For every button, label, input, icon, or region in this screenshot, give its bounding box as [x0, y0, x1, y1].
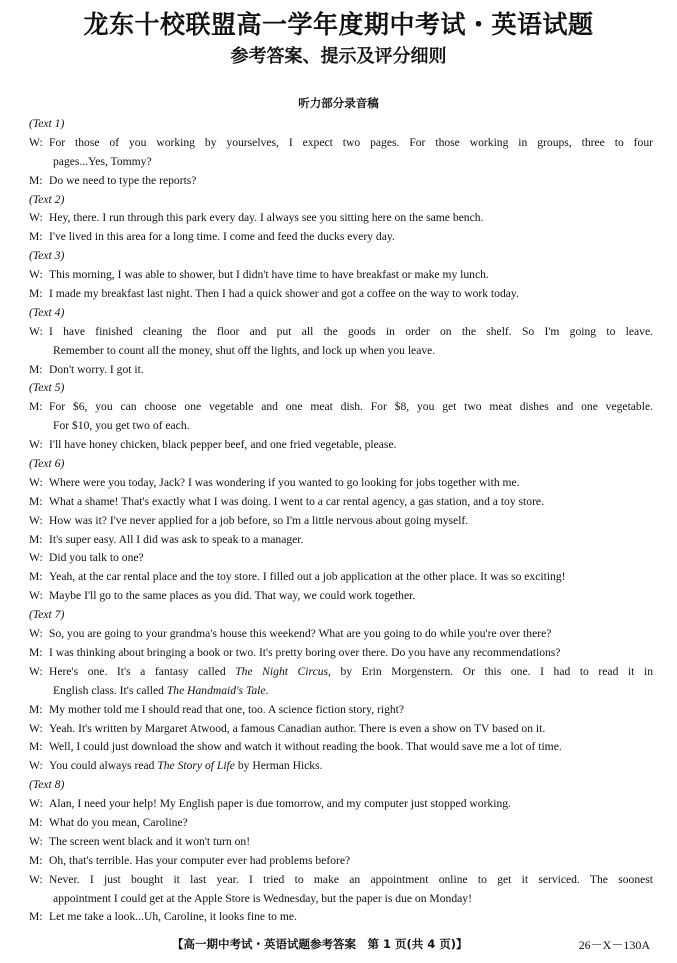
text-segment: English class. It's called [53, 683, 167, 697]
speaker-label: W: [29, 664, 43, 678]
speaker-label: W: [29, 268, 43, 282]
dialog-line [29, 531, 653, 550]
dialog-text: Where were you today, Jack? I was wondering if you wanted to go looking for jobs together with me. [49, 475, 520, 489]
dialog-line [29, 398, 653, 417]
dialog-text: I was thinking about bringing a book or two. It's pretty boring over there. Do you have any recommendations? [49, 645, 561, 659]
dialog-line [29, 814, 653, 833]
dialog-line [29, 323, 653, 342]
dialog-line [29, 720, 653, 739]
speaker-label: M: [29, 494, 43, 508]
speaker-label: M: [29, 532, 43, 546]
text-segment: , by Erin Morgenstern. Or this one. I had to read it in [328, 664, 653, 678]
footer-page-info: 【高一期中考试・英语试题参考答案 第 1 页(共 4 页)】 [172, 937, 468, 951]
speaker-label: M: [29, 645, 43, 659]
text-section-label: (Text 4) [29, 305, 65, 319]
transcript-body [29, 115, 653, 927]
dialog-line [29, 908, 653, 927]
dialog-line [29, 228, 653, 247]
dialog-line [29, 266, 653, 285]
dialog-text: appointment I could get at the Apple Store is Wednesday, but the paper is due on Monday! [53, 891, 472, 905]
book-title: The Night Circus [235, 664, 329, 678]
speaker-label: M: [29, 173, 43, 187]
speaker-label: M: [29, 287, 43, 301]
dialog-text: My mother told me I should read that one, too. A science fiction story, right? [49, 702, 405, 716]
speaker-label: M: [29, 230, 43, 244]
dialog-text: pages...Yes, Tommy? [53, 154, 152, 168]
dialog-text: Hey, there. I run through this park every day. I always see you sitting here on the same bench. [49, 211, 484, 225]
speaker-label: M: [29, 853, 43, 867]
text-section-label: (Text 1) [29, 117, 65, 130]
speaker-label: W: [29, 797, 43, 811]
dialog-text: What do you mean, Caroline? [49, 815, 188, 829]
speaker-label: M: [29, 570, 43, 584]
dialog-text [49, 663, 653, 682]
text-segment: by Herman Hicks. [234, 759, 323, 773]
dialog-continuation [29, 890, 653, 909]
dialog-text: I have finished cleaning the floor and put all the goods in order on the shelf. So I'm going to leave. [49, 324, 653, 338]
dialog-line [29, 568, 653, 587]
dialog-line [29, 852, 653, 871]
dialog-text: The screen went black and it won't turn on! [49, 834, 251, 848]
dialog-line [29, 833, 653, 852]
dialog-line [29, 209, 653, 228]
text-segment: You could always read [49, 759, 158, 773]
speaker-label: W: [29, 721, 43, 735]
dialog-line [29, 172, 653, 191]
dialog-text: Yeah. It's written by Margaret Atwood, a famous Canadian author. There is even a show on TV based on it. [49, 721, 546, 735]
speaker-label: M: [29, 400, 43, 414]
text-section-label: (Text 5) [29, 381, 65, 395]
dialog-text: I made my breakfast last night. Then I had a quick shower and got a coffee on the way to work today. [49, 287, 519, 301]
dialog-line [29, 587, 653, 606]
speaker-label: W: [29, 513, 43, 527]
dialog-line [29, 134, 653, 153]
page-footer [0, 934, 677, 954]
speaker-label: M: [29, 740, 43, 754]
dialog-line [29, 474, 653, 493]
speaker-label: W: [29, 135, 43, 149]
dialog-line [29, 549, 653, 568]
text-segment: . [265, 683, 269, 697]
dialog-text: I'll have honey chicken, black pepper beef, and one fried vegetable, please. [49, 438, 397, 452]
dialog-text: Did you talk to one? [49, 551, 144, 565]
page-subtitle: 参考答案、提示及评分细则 [230, 46, 447, 67]
speaker-label: W: [29, 475, 43, 489]
dialog-line [29, 625, 653, 644]
speaker-label: W: [29, 211, 43, 225]
dialog-text: What a shame! That's exactly what I was doing. I went to a car rental agency, a gas station, and a toy store. [49, 494, 544, 508]
dialog-line [29, 644, 653, 663]
footer-code: 26－X－130A [578, 938, 650, 952]
dialog-line [29, 361, 653, 380]
text-section-label: (Text 7) [29, 608, 65, 622]
dialog-text: Let me take a look...Uh, Caroline, it looks fine to me. [49, 910, 297, 924]
dialog-text: This morning, I was able to shower, but I didn't have time to have breakfast or make my lunch. [49, 268, 489, 282]
speaker-label: M: [29, 815, 43, 829]
dialog-text: For those of you working by yourselves, I expect two pages. For those working in groups, three to four [49, 135, 653, 149]
dialog-line [29, 701, 653, 720]
text-section-label: (Text 3) [29, 249, 65, 263]
dialog-text: For $6, you can choose one vegetable and one meat dish. For $8, you get two meat dishes and one vegetable. [49, 400, 653, 414]
dialog-line [29, 795, 653, 814]
speaker-label: W: [29, 872, 43, 886]
speaker-label: W: [29, 438, 43, 452]
dialog-line [29, 493, 653, 512]
dialog-text: Never. I just bought it last year. I tried to make an appointment online to get it serviced. The soonest [49, 872, 653, 886]
speaker-label: M: [29, 702, 43, 716]
speaker-label: W: [29, 627, 43, 641]
dialog-text: How was it? I've never applied for a job before, so I'm a little nervous about going myself. [49, 513, 469, 527]
dialog-line [29, 436, 653, 455]
dialog-continuation [29, 153, 653, 172]
text-section-label: (Text 6) [29, 457, 65, 471]
dialog-line [29, 738, 653, 757]
dialog-continuation [29, 417, 653, 436]
dialog-line [29, 757, 653, 776]
text-section-label: (Text 8) [29, 778, 65, 792]
dialog-text: Well, I could just download the show and watch it without reading the book. That would save me a lot of time. [49, 740, 562, 754]
text-section-label: (Text 2) [29, 192, 65, 206]
text-segment: Here's one. It's a fantasy called [49, 664, 236, 678]
section-title: 听力部分录音稿 [298, 96, 379, 110]
dialog-line [29, 285, 653, 304]
dialog-text: Maybe I'll go to the same places as you did. That way, we could work together. [49, 589, 416, 603]
dialog-continuation [29, 682, 653, 701]
dialog-text: Oh, that's terrible. Has your computer ever had problems before? [49, 853, 351, 867]
speaker-label: M: [29, 362, 43, 376]
dialog-text: For $10, you get two of each. [53, 419, 190, 433]
speaker-label: W: [29, 551, 43, 565]
speaker-label: W: [29, 324, 43, 338]
dialog-continuation [29, 342, 653, 361]
book-title: The Handmaid's Tale [166, 683, 266, 697]
speaker-label: W: [29, 759, 43, 773]
dialog-line [29, 871, 653, 890]
dialog-line [29, 512, 653, 531]
dialog-text: Yeah, at the car rental place and the toy store. I filled out a job application at the other place. It was so exciting! [49, 570, 566, 584]
dialog-text: I've lived in this area for a long time. I come and feed the ducks every day. [49, 230, 395, 244]
book-title: The Story of Life [157, 759, 235, 773]
page-title: 龙东十校联盟高一学年度期中考试・英语试题 [83, 10, 594, 39]
dialog-text: Remember to count all the money, shut off the lights, and lock up when you leave. [53, 343, 436, 357]
dialog-text [49, 759, 323, 772]
dialog-text: It's super easy. All I did was ask to speak to a manager. [49, 532, 304, 546]
speaker-label: W: [29, 589, 43, 603]
dialog-text [53, 684, 268, 697]
dialog-text: Alan, I need your help! My English paper is due tomorrow, and my computer just stopped working. [49, 797, 511, 811]
speaker-label: M: [29, 910, 43, 924]
dialog-line [29, 663, 653, 682]
dialog-text: So, you are going to your grandma's house this weekend? What are you going to do while you're over there? [49, 627, 552, 641]
speaker-label: W: [29, 834, 43, 848]
dialog-text: Do we need to type the reports? [49, 173, 197, 187]
dialog-text: Don't worry. I got it. [49, 362, 144, 376]
